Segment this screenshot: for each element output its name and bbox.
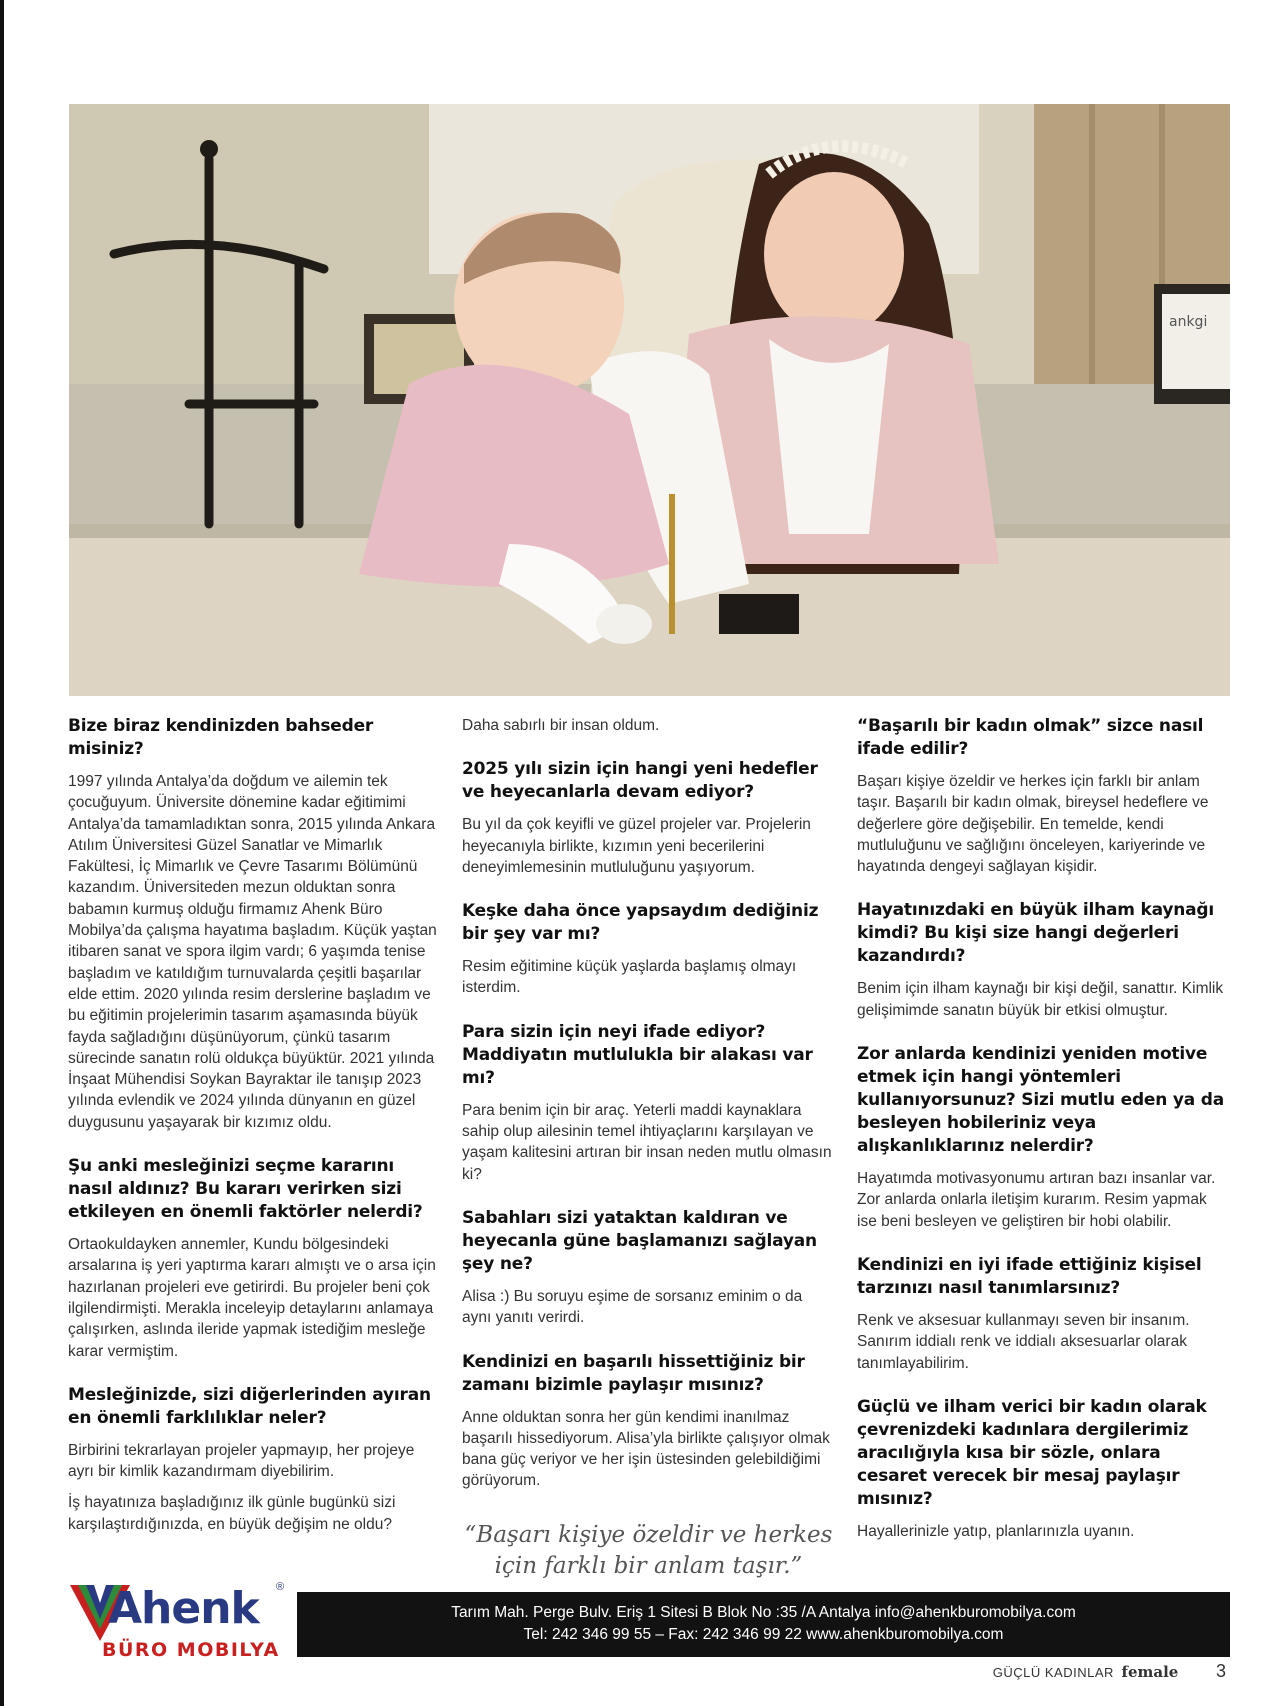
answer-text: Hayallerinizle yatıp, planlarınızla uyanın. <box>857 1522 1135 1540</box>
article-column-2 <box>462 715 835 1582</box>
answer-text: Bu yıl da çok keyifli ve güzel projeler var. Projelerin heyecanıyla birlikte, kızımın yeni becerilerini deneyimlemesinin mutluluğunu yaşıyorum. <box>462 816 811 876</box>
answer-text: Para benim için bir araç. Yeterli maddi kaynaklara sahip olup ailesinin temel ihtiyaçlarını karşılayan ve yaşam kalitesini artıran bir insan neden mutlu olmasın ki? <box>462 1101 832 1183</box>
answer-text: Benim için ilham kaynağı bir kişi değil, sanattır. Kimlik gelişimimde sanatın büyük bir etkisi olmuştur. <box>857 980 1224 1019</box>
answer-text: 1997 yılında Antalya’da doğdum ve ailemin tek çocuğuyum. Üniversite dönemine kadar eğitimimi Antalya’da tamamladıktan sonra, 2015 yılında Ankara Atılım Üniversitesi Güzel Sanatlar ve Mimarlık Fakültesi, İç Mimarlık ve Çevre Tasarımı Bölümünü kazandım. Üniversiteden mezun olduktan sonra babamın kurmuş olduğu firmamız Ahenk Büro Mobilya’da çalışma hayatıma başladım. Küçük yaştan itibaren sanat ve spora ilgim vardı; 6 yaşımda tenise başladım ve katıldığım turnuvalarda çeşitli başarılar elde ettim. 2020 yılında resim derslerine başladım ve bu eğitimin projelerimin tasarım aşamasında büyük fayda sağladığını düşünüyorum, çünkü tasarım sürecinde sanatın rolü oldukça büyüktür. 2021 yılında İnşaat Mühendisi Soykan Bayraktar ile tanışıp 2023 yılında evlendik ve 2024 yılında dünyanın en güzel duygusunu yaşayarak bir kızımız oldu. <box>68 773 437 1131</box>
question-heading: Mesleğinizde, sizi diğerlerinden ayıran en önemli farklılıklar neler? <box>68 1384 431 1428</box>
ahenk-logo <box>68 1579 288 1671</box>
answer-text: Ortaokuldayken annemler, Kundu bölgesindeki arsalarına iş yeri yaptırma kararı almıştı ve o arsa için hazırlanan projeleri eve getirirdi. Bu projeler beni çok ilgilendirmişti. Merakla inceleyip detaylarını anlamaya çalışırken, aslında ileride yapmak istediğim mesleğe karar vermiştim. <box>68 1236 436 1360</box>
plaque-text: ankgi <box>1169 314 1208 330</box>
question-heading: Keşke daha önce yapsaydım dediğiniz bir şey var mı? <box>462 901 819 945</box>
answer-text: Renk ve aksesuar kullanmayı seven bir insanım. Sanırım iddialı renk ve iddialı aksesuarlar olarak tanımlayabilirim. <box>857 1311 1190 1372</box>
question-heading: Sabahları sizi yataktan kaldıran ve heyecanla güne başlamanızı sağlayan şey ne? <box>462 1207 817 1274</box>
question-heading: Kendinizi en iyi ifade ettiğiniz kişisel tarzınızı nasıl tanımlarsınız? <box>857 1254 1202 1298</box>
logo-registered-mark: ® <box>276 1581 285 1593</box>
answer-text: Alisa :) Bu soruyu eşime de sorsanız eminim o da aynı yanıtı verirdi. <box>462 1287 803 1327</box>
logo-subtitle: BÜRO MOBILYA <box>102 1639 280 1661</box>
question-heading: Güçlü ve ilham verici bir kadın olarak çevrenizdeki kadınlara dergilerimiz aracılığıyla kısa bir sözle, onlara cesaret verecek bir mesaj paylaşır mısınız? <box>857 1396 1207 1509</box>
answer-text: Hayatımda motivasyonumu artıran bazı insanlar var. Zor anlarda onlarla iletişim kurarım. Resim yapmak ise beni besleyen ve geliştiren bir hobi olabilir. <box>857 1170 1216 1230</box>
article-column-1 <box>68 715 439 1557</box>
article-photo <box>69 104 1230 696</box>
magazine-name: female <box>1121 1663 1179 1681</box>
question-heading: Zor anlarda kendinizi yeniden motive etmek için hangi yöntemleri kullanıyorsunuz? Sizi mutlu eden ya da besleyen hobileriniz veya alışkanlıklarınız nelerdir? <box>857 1044 1224 1157</box>
article-column-3 <box>857 715 1230 1564</box>
contact-phone: Tel: 242 346 99 55 – Fax: 242 346 99 22 www.ahenkburomobilya.com <box>523 1626 1004 1643</box>
logo-name: Ahenk <box>108 1583 259 1634</box>
question-heading: “Başarılı bir kadın olmak” sizce nasıl ifade edilir? <box>857 716 1204 759</box>
page-edge <box>0 0 4 1706</box>
section-label: GÜÇLÜ KADINLAR <box>992 1665 1114 1680</box>
question-heading: Bize biraz kendinizden bahseder misiniz? <box>68 716 374 759</box>
page-footer <box>993 1661 1226 1682</box>
answer-text: Daha sabırlı bir insan oldum. <box>462 717 660 734</box>
answer-text: Birbirini tekrarlayan projeler yapmayıp, her projeye ayrı bir kimlik kazandırmam diyebilirim. <box>68 1441 415 1481</box>
answer-text: Başarı kişiye özeldir ve herkes için farklı bir anlam taşır. Başarılı bir kadın olmak, bireysel hedeflere ve değerlere göre değişebilir. En temelde, kendi mutluluğunu ve sağlığını önceleyen, kariyerinde ve hayatında dengeyi sağlayan kişidir. <box>857 773 1209 876</box>
page-number: 3 <box>1215 1661 1226 1681</box>
pull-quote: “Başarı kişiye özeldir ve herkes için farklı bir anlam taşır.” <box>464 1521 833 1579</box>
question-heading: 2025 yılı sizin için hangi yeni hedefler ve heyecanlarla devam ediyor? <box>462 759 818 803</box>
answer-text: Resim eğitimine küçük yaşlarda başlamış olmayı isterdim. <box>462 958 797 997</box>
question-heading: Kendinizi en başarılı hissettiğiniz bir zamanı bizimle paylaşır mısınız? <box>462 1351 805 1395</box>
answer-text: Anne olduktan sonra her gün kendimi inanılmaz başarılı hissediyorum. Alisa’yla birlikte çalışıyor olmak bana güç veriyor ve her işin üstesinden gelebildiğimi görüyorum. <box>462 1408 830 1490</box>
question-heading: Para sizin için neyi ifade ediyor? Maddiyatın mutlulukla bir alakası var mı? <box>462 1021 813 1088</box>
contact-bar <box>297 1592 1230 1657</box>
question-heading: Hayatınızdaki en büyük ilham kaynağı kimdi? Bu kişi size hangi değerleri kazandırdı? <box>857 900 1214 967</box>
contact-address: Tarım Mah. Perge Bulv. Eriş 1 Sitesi B Blok No :35 /A Antalya info@ahenkburomobilya.com <box>451 1604 1076 1621</box>
question-heading: Şu anki mesleğinizi seçme kararını nasıl aldınız? Bu kararı verirken sizi etkileyen en önemli faktörler nelerdi? <box>68 1156 423 1223</box>
answer-text: İş hayatınıza başladığınız ilk günle bugünkü sizi karşılaştırdığınızda, en büyük değişim ne oldu? <box>68 1494 396 1533</box>
